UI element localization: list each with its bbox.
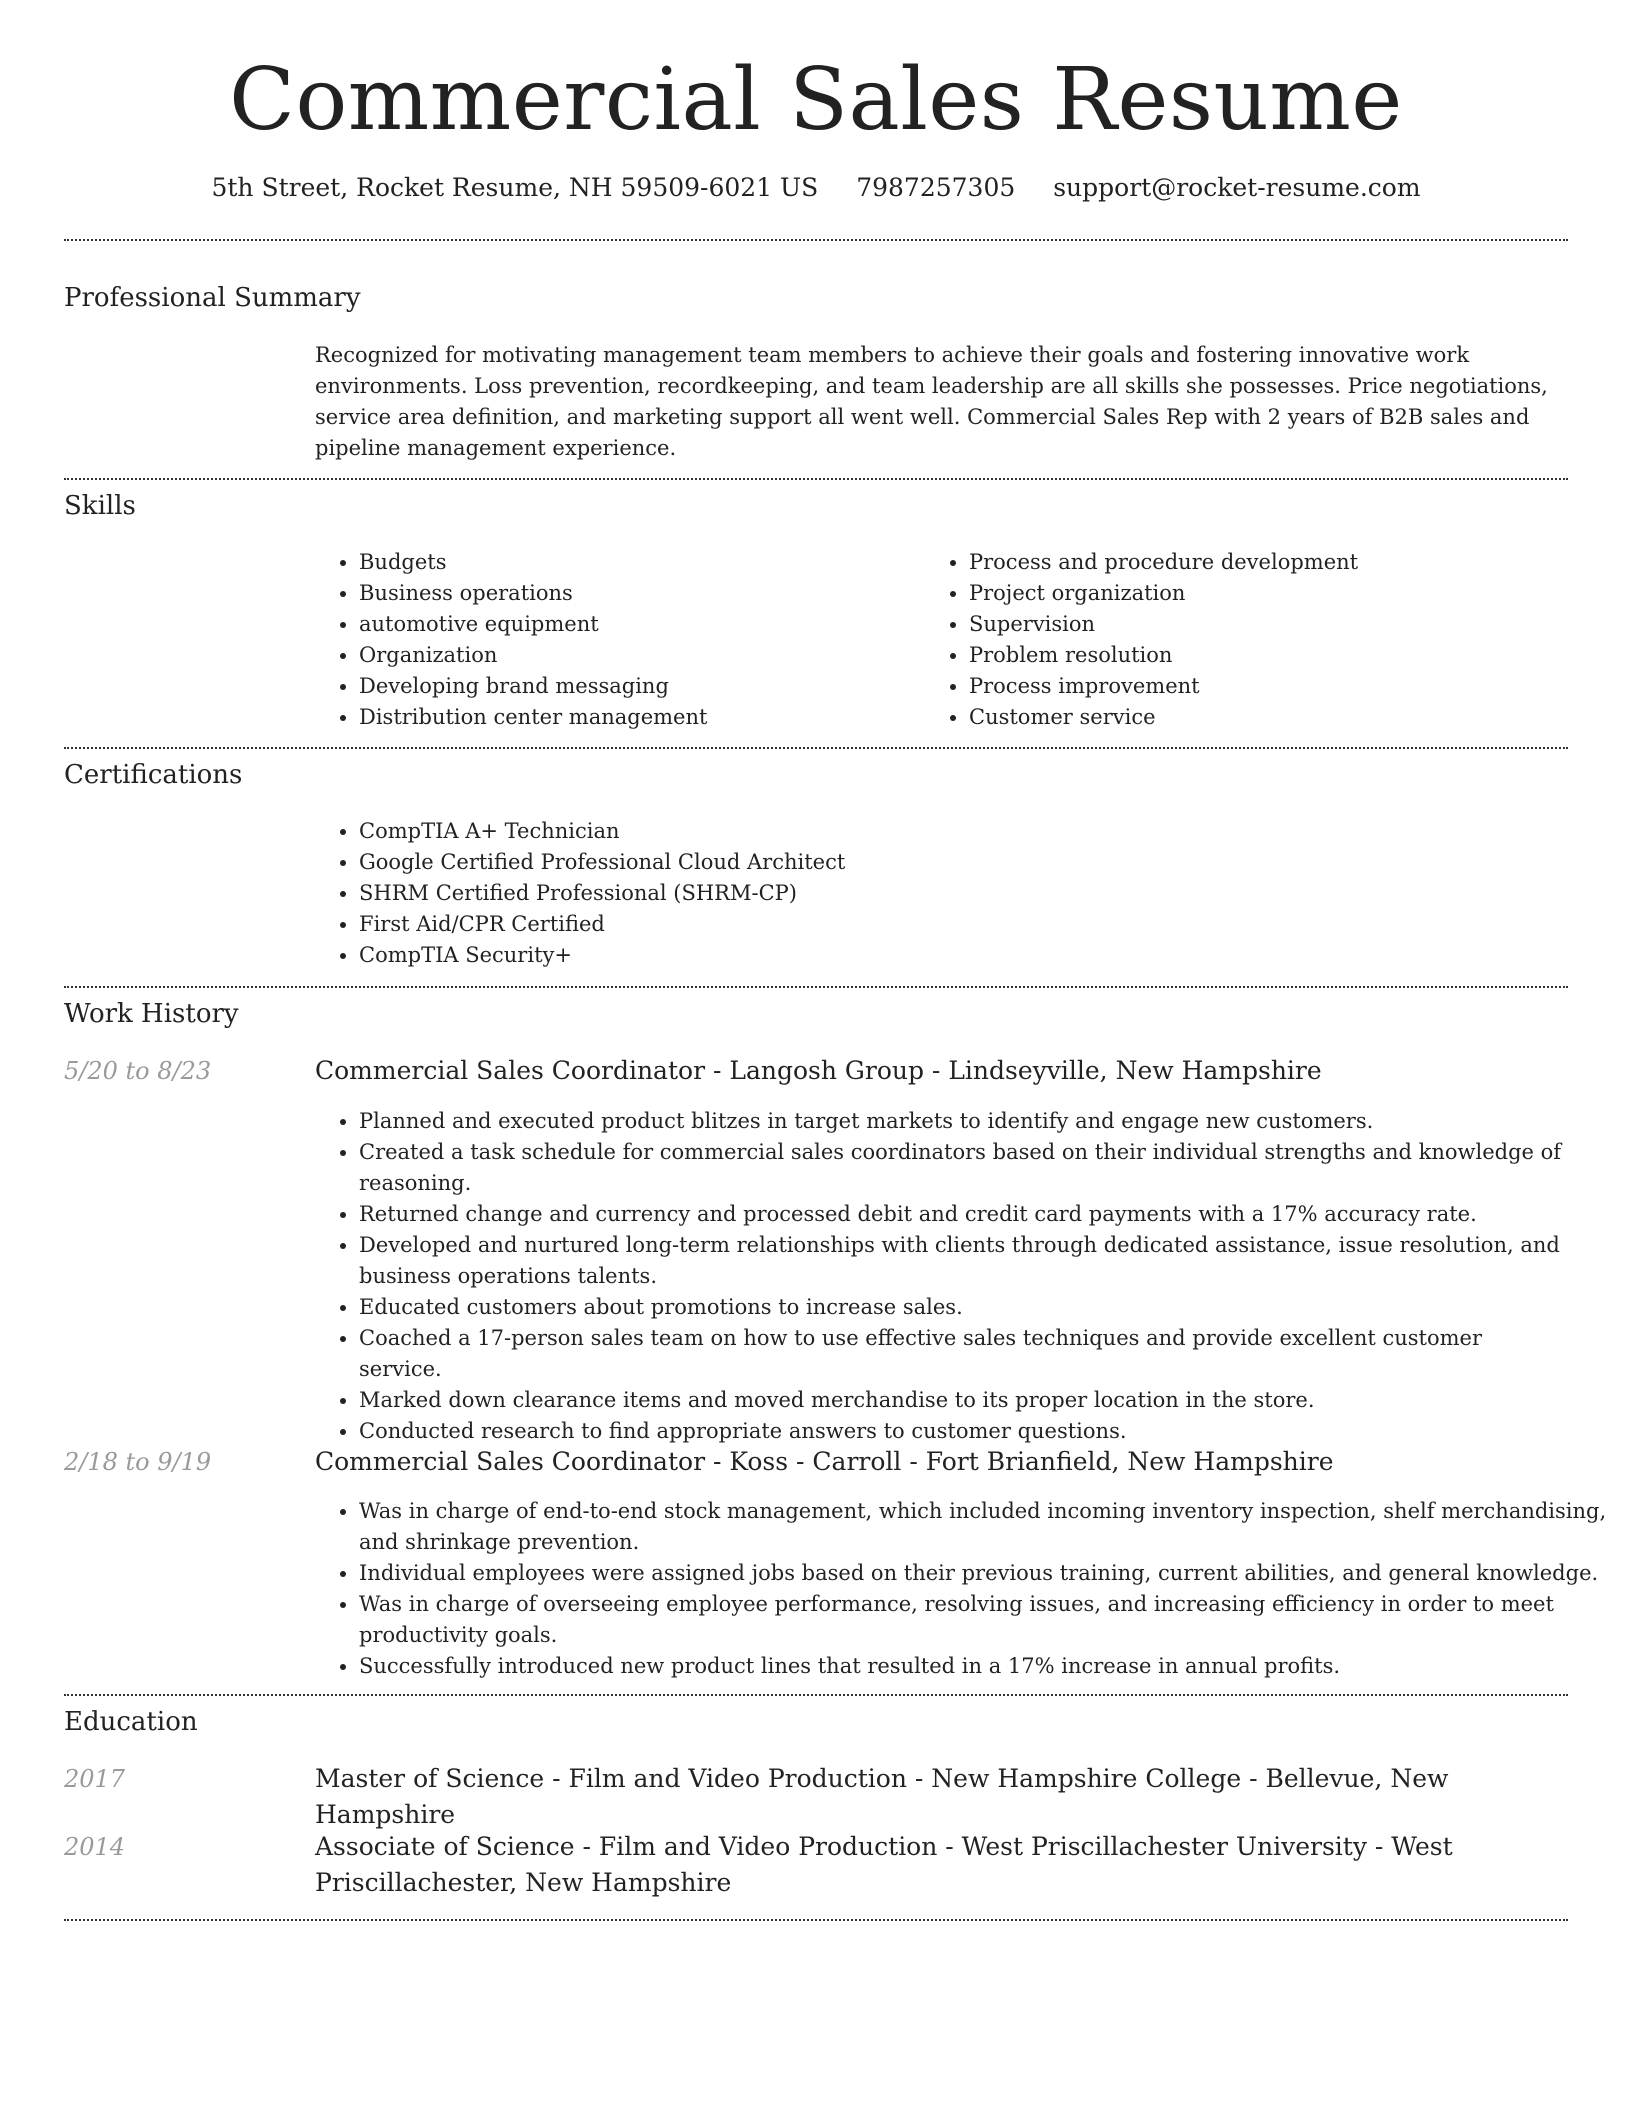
contact-phone: 7987257305	[856, 173, 1016, 202]
job-company: - Koss - Carroll - Fort Brianfield, New Hampshire	[705, 1447, 1334, 1476]
list-item: • Individual employees were assigned jobs based on their previous training, current abilities, and general knowledge.	[359, 1558, 1609, 1589]
list-item: • Coached a 17-person sales team on how to use effective sales techniques and provide excellent customer service.	[359, 1323, 1567, 1385]
job-title	[315, 1444, 1565, 1480]
education-entry	[315, 1829, 1565, 1901]
education-year: 2014	[64, 1833, 126, 1861]
list-item: • Conducted research to find appropriate answers to customer questions.	[359, 1416, 1567, 1447]
job-dates: 5/20 to 8/23	[64, 1057, 212, 1085]
job-position: Commercial Sales Coordinator	[315, 1447, 706, 1476]
education-year: 2017	[64, 1765, 126, 1793]
divider	[64, 986, 1568, 988]
education-degree: Associate of Science - Film and Video Production	[315, 1832, 938, 1861]
section-title-certifications: Certifications	[64, 760, 243, 790]
list-item: • Project organization	[969, 578, 1569, 609]
list-item: • Developing brand messaging	[359, 671, 919, 702]
skills-list-right	[925, 547, 1569, 733]
summary-text: Recognized for motivating management team members to achieve their goals and fostering innovative work environments. Loss prevention, recordkeeping, and team leadership are all skills she possesses. Price negotiations, service area definition, and marketing support all went well. Commercial Sales Rep with 2 years of B2B sales and pipeline management experience.	[315, 343, 1548, 460]
job-company: - Langosh Group - Lindseyville, New Hampshire	[705, 1056, 1322, 1085]
section-title-skills: Skills	[64, 491, 136, 521]
education-entry	[315, 1761, 1565, 1833]
list-item: • Process and procedure development	[969, 547, 1569, 578]
job-position: Commercial Sales Coordinator	[315, 1056, 706, 1085]
divider	[64, 1919, 1568, 1921]
job-bullets	[315, 1106, 1567, 1447]
list-item: • SHRM Certified Professional (SHRM-CP)	[359, 878, 1559, 909]
section-title-work-history: Work History	[64, 999, 239, 1029]
contact-email: support@rocket-resume.com	[1053, 173, 1421, 202]
contact-line	[0, 171, 1632, 205]
list-item: • Distribution center management	[359, 702, 919, 733]
contact-address: 5th Street, Rocket Resume, NH 59509-6021 US	[211, 173, 819, 202]
skills-list-left	[315, 547, 919, 733]
list-item: • Developed and nurtured long-term relationships with clients through dedicated assistance, issue resolution, and business operations talents.	[359, 1230, 1567, 1292]
job-bullets	[315, 1496, 1609, 1682]
divider	[64, 239, 1568, 241]
list-item: • Educated customers about promotions to increase sales.	[359, 1292, 1567, 1323]
certifications-list	[315, 816, 1559, 971]
divider	[64, 478, 1568, 480]
job-dates: 2/18 to 9/19	[64, 1448, 212, 1476]
list-item: • CompTIA A+ Technician	[359, 816, 1559, 847]
list-item: • Was in charge of end-to-end stock management, which included incoming inventory inspection, shelf merchandising, and shrinkage prevention.	[359, 1496, 1609, 1558]
list-item: • Budgets	[359, 547, 919, 578]
list-item: • CompTIA Security+	[359, 940, 1559, 971]
list-item: • Successfully introduced new product lines that resulted in a 17% increase in annual profits.	[359, 1651, 1609, 1682]
section-title-education: Education	[64, 1707, 198, 1737]
list-item: • automotive equipment	[359, 609, 919, 640]
job-title	[315, 1053, 1565, 1089]
list-item: • Planned and executed product blitzes in target markets to identify and engage new customers.	[359, 1106, 1567, 1137]
list-item: • Problem resolution	[969, 640, 1569, 671]
education-school: - New Hampshire College - Bellevue, New Hampshire	[315, 1764, 1449, 1829]
list-item: • Marked down clearance items and moved merchandise to its proper location in the store.	[359, 1385, 1567, 1416]
divider	[64, 1694, 1568, 1696]
list-item: • Returned change and currency and processed debit and credit card payments with a 17% accuracy rate.	[359, 1199, 1567, 1230]
education-school: - West Priscillachester University - West Priscillachester, New Hampshire	[315, 1832, 1453, 1897]
list-item: • Process improvement	[969, 671, 1569, 702]
divider	[64, 747, 1568, 749]
resume-name: Commercial Sales Resume	[229, 50, 1403, 150]
list-item: • Google Certified Professional Cloud Architect	[359, 847, 1559, 878]
list-item: • First Aid/CPR Certified	[359, 909, 1559, 940]
list-item: • Customer service	[969, 702, 1569, 733]
list-item: • Was in charge of overseeing employee performance, resolving issues, and increasing efficiency in order to meet productivity goals.	[359, 1589, 1609, 1651]
list-item: • Supervision	[969, 609, 1569, 640]
list-item: • Created a task schedule for commercial sales coordinators based on their individual strengths and knowledge of reasoning.	[359, 1137, 1567, 1199]
list-item: • Organization	[359, 640, 919, 671]
section-title-summary: Professional Summary	[64, 283, 361, 313]
list-item: • Business operations	[359, 578, 919, 609]
education-degree: Master of Science - Film and Video Production	[315, 1764, 907, 1793]
